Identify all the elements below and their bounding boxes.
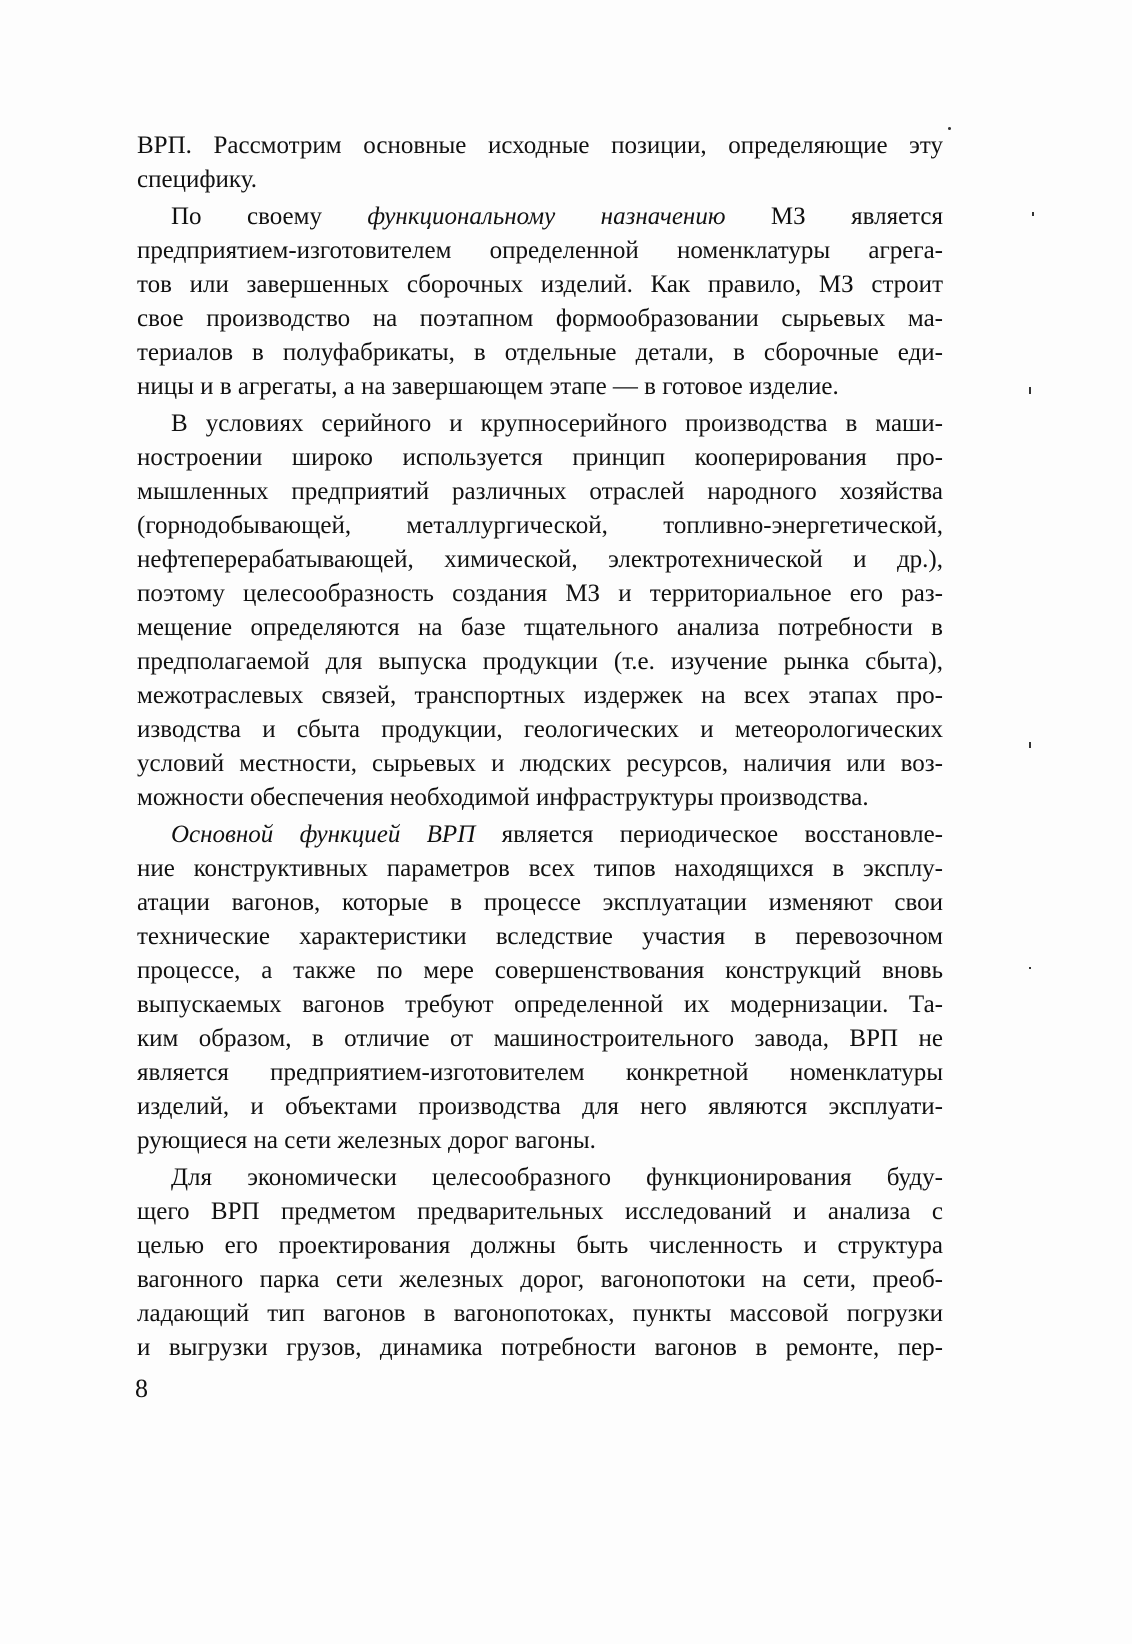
scan-speck xyxy=(1032,212,1034,216)
text-line: В условиях серийного и крупносерийного производства в маши- xyxy=(171,410,943,437)
text-line: ладающий тип вагонов в вагонопотоках, пункты массовой погрузки xyxy=(137,1300,943,1327)
text-segment: По своему xyxy=(171,203,368,230)
scan-speck xyxy=(1029,387,1031,394)
paragraph xyxy=(137,129,943,197)
text-line: Для экономически целесообразного функционирования буду- xyxy=(171,1164,943,1191)
italic-emphasis: функциональному назначению xyxy=(367,203,726,230)
text-line: териалов в полуфабрикаты, в отдельные детали, в сборочные еди- xyxy=(137,339,943,366)
text-line: изводства и сбыта продукции, геологических и метеорологических xyxy=(137,716,943,743)
text-line: и выгрузки грузов, динамика потребности вагонов в ремонте, пер- xyxy=(137,1334,943,1361)
text-line xyxy=(137,200,943,234)
text-line: мещение определяются на базе тщательного анализа потребности в xyxy=(137,614,943,641)
text-line: специфику. xyxy=(137,166,257,193)
scan-speck xyxy=(1029,742,1031,748)
italic-emphasis: Основной функцией ВРП xyxy=(171,821,476,848)
text-line: предполагаемой для выпуска продукции (т.е. изучение рынка сбыта), xyxy=(137,648,943,675)
text-line: нефтеперерабатывающей, химической, электротехнической и др.), xyxy=(137,546,943,573)
text-line: ницы и в агрегаты, а на завершающем этапе — в готовое изделие. xyxy=(137,373,839,400)
text-line: выпускаемых вагонов требуют определенной их модернизации. Та- xyxy=(137,991,943,1018)
paragraph xyxy=(137,1161,943,1365)
text-line: межотраслевых связей, транспортных издержек на всех этапах про- xyxy=(137,682,943,709)
page-number: 8 xyxy=(135,1374,148,1403)
text-line: ким образом, в отличие от машиностроительного завода, ВРП не xyxy=(137,1025,943,1052)
text-segment: является периодическое восстановле- xyxy=(475,821,943,848)
scan-speck xyxy=(1029,967,1031,969)
text-line: свое производство на поэтапном формообразовании сырьевых ма- xyxy=(137,305,943,332)
text-line: мышленных предприятий различных отраслей народного хозяйства xyxy=(137,478,943,505)
text-line: ние конструктивных параметров всех типов находящихся в эксплу- xyxy=(137,855,943,882)
text-line: является предприятием-изготовителем конкретной номенклатуры xyxy=(137,1059,943,1086)
text-line: тов или завершенных сборочных изделий. Как правило, МЗ строит xyxy=(137,271,943,298)
text-line xyxy=(137,818,943,852)
text-line: целью его проектирования должны быть численность и структура xyxy=(137,1232,943,1259)
text-line: вагонного парка сети железных дорог, вагонопотоки на сети, преоб- xyxy=(137,1266,943,1293)
text-line: атации вагонов, которые в процессе эксплуатации изменяют свои xyxy=(137,889,943,916)
paragraph xyxy=(137,200,943,404)
paragraph xyxy=(137,407,943,815)
text-line: поэтому целесообразность создания МЗ и территориальное его раз- xyxy=(137,580,943,607)
text-line: предприятием-изготовителем определенной номенклатуры агрега- xyxy=(137,237,943,264)
body-text xyxy=(137,129,943,1365)
text-line: условий местности, сырьевых и людских ресурсов, наличия или воз- xyxy=(137,750,943,777)
text-line: ВРП. Рассмотрим основные исходные позиции, определяющие эту xyxy=(137,132,943,159)
text-segment: МЗ является xyxy=(725,203,943,230)
scan-speck xyxy=(948,127,951,130)
text-line: щего ВРП предметом предварительных исследований и анализа с xyxy=(137,1198,943,1225)
text-line: технические характеристики вследствие участия в перевозочном xyxy=(137,923,943,950)
text-line: изделий, и объектами производства для него являются эксплуати- xyxy=(137,1093,943,1120)
text-line: процессе, а также по мере совершенствования конструкций вновь xyxy=(137,957,943,984)
text-line: рующиеся на сети железных дорог вагоны. xyxy=(137,1127,596,1154)
paragraph xyxy=(137,818,943,1158)
text-line: (горнодобывающей, металлургической, топливно-энергетической, xyxy=(137,512,943,539)
text-line: можности обеспечения необходимой инфраструктуры производства. xyxy=(137,784,869,811)
text-line: ностроении широко используется принцип кооперирования про- xyxy=(137,444,943,471)
